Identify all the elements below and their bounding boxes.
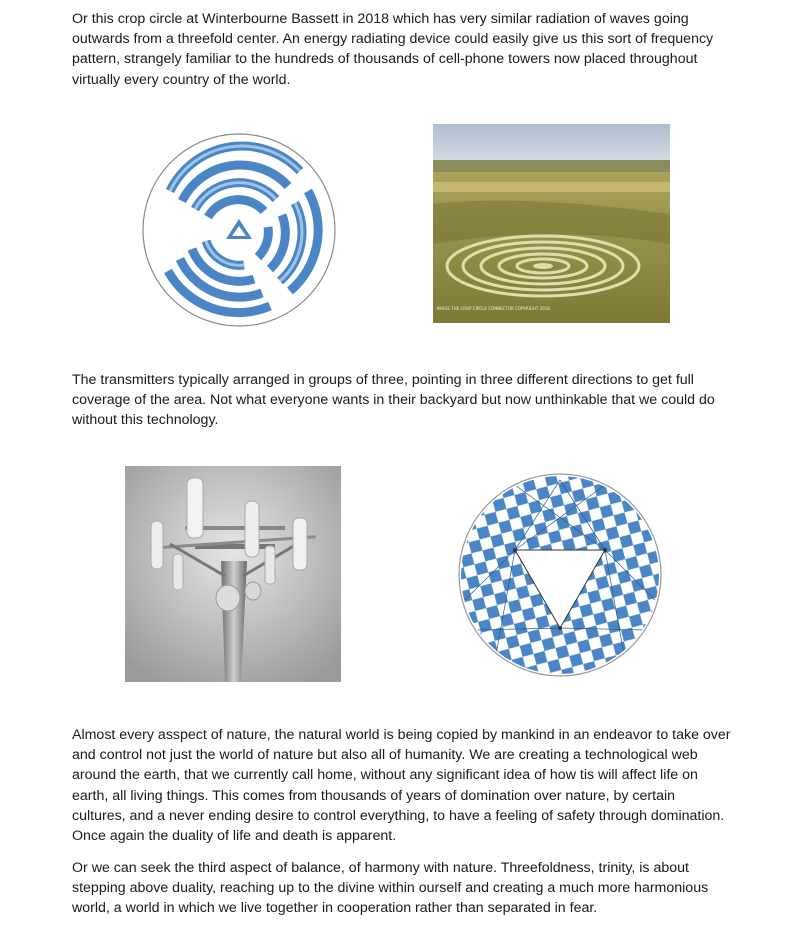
crop-circle-diagram-image [140,131,338,329]
field-photo-caption: IMAGE THE CROP CIRCLE CONNECTOR COPYRIGHT 2018 [437,306,550,311]
paragraph-winterbourne: Or this crop circle at Winterbourne Bassett in 2018 which has very similar radiation of waves going outwards from a threefold center. An energy radiating device could easily give us this sort of frequency pattern, strangely familiar to the hundreds of thousands of cell-phone towers now placed throughout virtually every country of the world. [72,11,714,88]
cell-tower-photo [125,466,341,682]
crop-circle-field-photo [433,124,670,323]
paragraph-transmitters: The transmitters typically arranged in groups of three, pointing in three different directions to get full coverage of the area. Not what everyone wants in their backyard but now unthinkable that we could do without this technology. [72,372,715,429]
triangle-star-diagram-image [455,470,665,680]
paragraph-nature-copied: Almost every asspect of nature, the natural world is being copied by mankind in an endeavor to take over and control not just the world of nature but also all of humanity. We are creating a technological web around the earth, that we currently call home, without any significant idea of how tis will affect life on earth, all living things. This comes from thousands of years of domination over nature, by certain cultures, and a never ending desire to control everything, to have a feeling of safety through domination. Once again the duality of life and death is apparent. [72,727,731,845]
paragraph-third-aspect: Or we can seek the third aspect of balance, of harmony with nature. Threefoldness, trinity, is about stepping above duality, reaching up to the divine within ourself and creating a much more harmonious world, a world in which we live together in cooperation rather than separated in fear. [72,860,709,917]
